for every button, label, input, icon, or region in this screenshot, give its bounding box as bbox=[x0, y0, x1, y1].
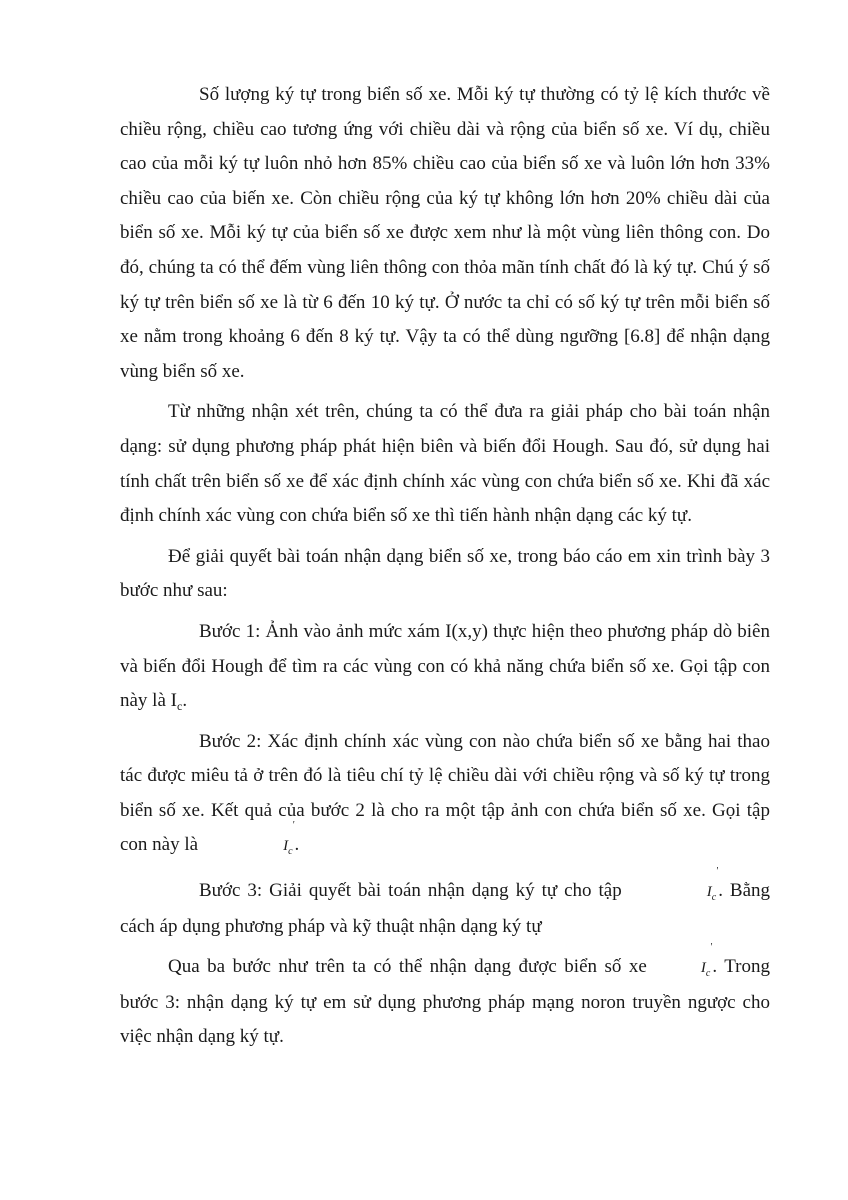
step-2-end: . bbox=[294, 834, 300, 856]
step-3-text: Bước 3: Giải quyết bài toán nhận dạng ký tự cho tập bbox=[199, 880, 622, 902]
math-base: I bbox=[283, 838, 289, 855]
math-prime: ' bbox=[709, 942, 712, 954]
step-3-end: . Bằng cách áp dụng phương pháp và kỹ thuật nhận dạng ký tự bbox=[120, 880, 771, 937]
step-1-end: . bbox=[182, 690, 188, 712]
paragraph-step-2 bbox=[120, 725, 770, 864]
document-body bbox=[120, 78, 770, 1055]
math-base: I bbox=[700, 960, 706, 977]
math-symbol-ic-prime bbox=[628, 866, 718, 910]
math-symbol-ic-prime bbox=[653, 942, 712, 986]
paragraph-step-3 bbox=[120, 866, 771, 944]
math-subscript: c bbox=[288, 846, 293, 858]
step-1-subscript: c bbox=[176, 699, 183, 714]
math-prime: ' bbox=[715, 866, 718, 878]
math-subscript: c bbox=[705, 968, 711, 980]
conclusion-end: . Trong bước 3: nhận dạng ký tự em sử dụng phương pháp mạng noron truyền ngược cho việc nhận dạng ký tự. bbox=[120, 956, 770, 1048]
math-prime: ' bbox=[292, 820, 295, 832]
math-base: I bbox=[706, 884, 712, 901]
step-2-text: Bước 2: Xác định chính xác vùng con nào chứa biển số xe bằng hai thao tác được miêu tả ở trên đó là tiêu chí tỷ lệ chiều dài với chiều rộng và số ký tự trong biển số xe. Kết quả của bước 2 là cho ra một tập ảnh con chứa biển số xe. Gọi tập con này là bbox=[120, 730, 770, 856]
paragraph-step-1 bbox=[120, 615, 770, 719]
conclusion-text: Qua ba bước như trên ta có thể nhận dạng được biển số xe bbox=[168, 956, 647, 978]
paragraph-steps-intro: Để giải quyết bài toán nhận dạng biển số xe, trong báo cáo em xin trình bày 3 bước như sau: bbox=[120, 545, 770, 602]
paragraph-solution: Từ những nhận xét trên, chúng ta có thể đưa ra giải pháp cho bài toán nhận dạng: sử dụng phương pháp phát hiện biên và biến đổi Hough. Sau đó, sử dụng hai tính chất trên biển số xe để xác định chính xác vùng con chứa biển số xe. Khi đã xác định chính xác vùng con chứa biển số xe thì tiến hành nhận dạng các ký tự. bbox=[120, 401, 770, 527]
paragraph-conclusion bbox=[120, 942, 770, 1055]
math-subscript: c bbox=[711, 892, 717, 904]
math-symbol-ic-prime bbox=[204, 820, 295, 864]
step-1-text: Bước 1: Ảnh vào ảnh mức xám I(x,y) thực hiện theo phương pháp dò biên và biến đổi Hough để tìm ra các vùng con có khả năng chứa biển số xe. Gọi tập con này là I bbox=[120, 620, 770, 712]
paragraph-character-count: Số lượng ký tự trong biển số xe. Mỗi ký tự thường có tỷ lệ kích thước về chiều rộng, chiều cao tương ứng với chiều dài và rộng của biển số xe. Ví dụ, chiều cao của mỗi ký tự luôn nhỏ hơn 85% chiều cao của biển số xe và luôn lớn hơn 33% chiều cao của biến xe. Còn chiều rộng của ký tự không lớn hơn 20% chiều dài của biển số xe. Mỗi ký tự của biển số xe được xem như là một vùng liên thông con. Do đó, chúng ta có thể đếm vùng liên thông con thỏa mãn tính chất đó là ký tự. Chú ý số ký tự trên biển số xe là từ 6 đến 10 ký tự. Ở nước ta chỉ có số ký tự trên mỗi biển số xe nằm trong khoảng 6 đến 8 ký tự. Vậy ta có thể dùng ngưỡng [6.8] để nhận dạng vùng biển số xe. bbox=[120, 84, 770, 382]
